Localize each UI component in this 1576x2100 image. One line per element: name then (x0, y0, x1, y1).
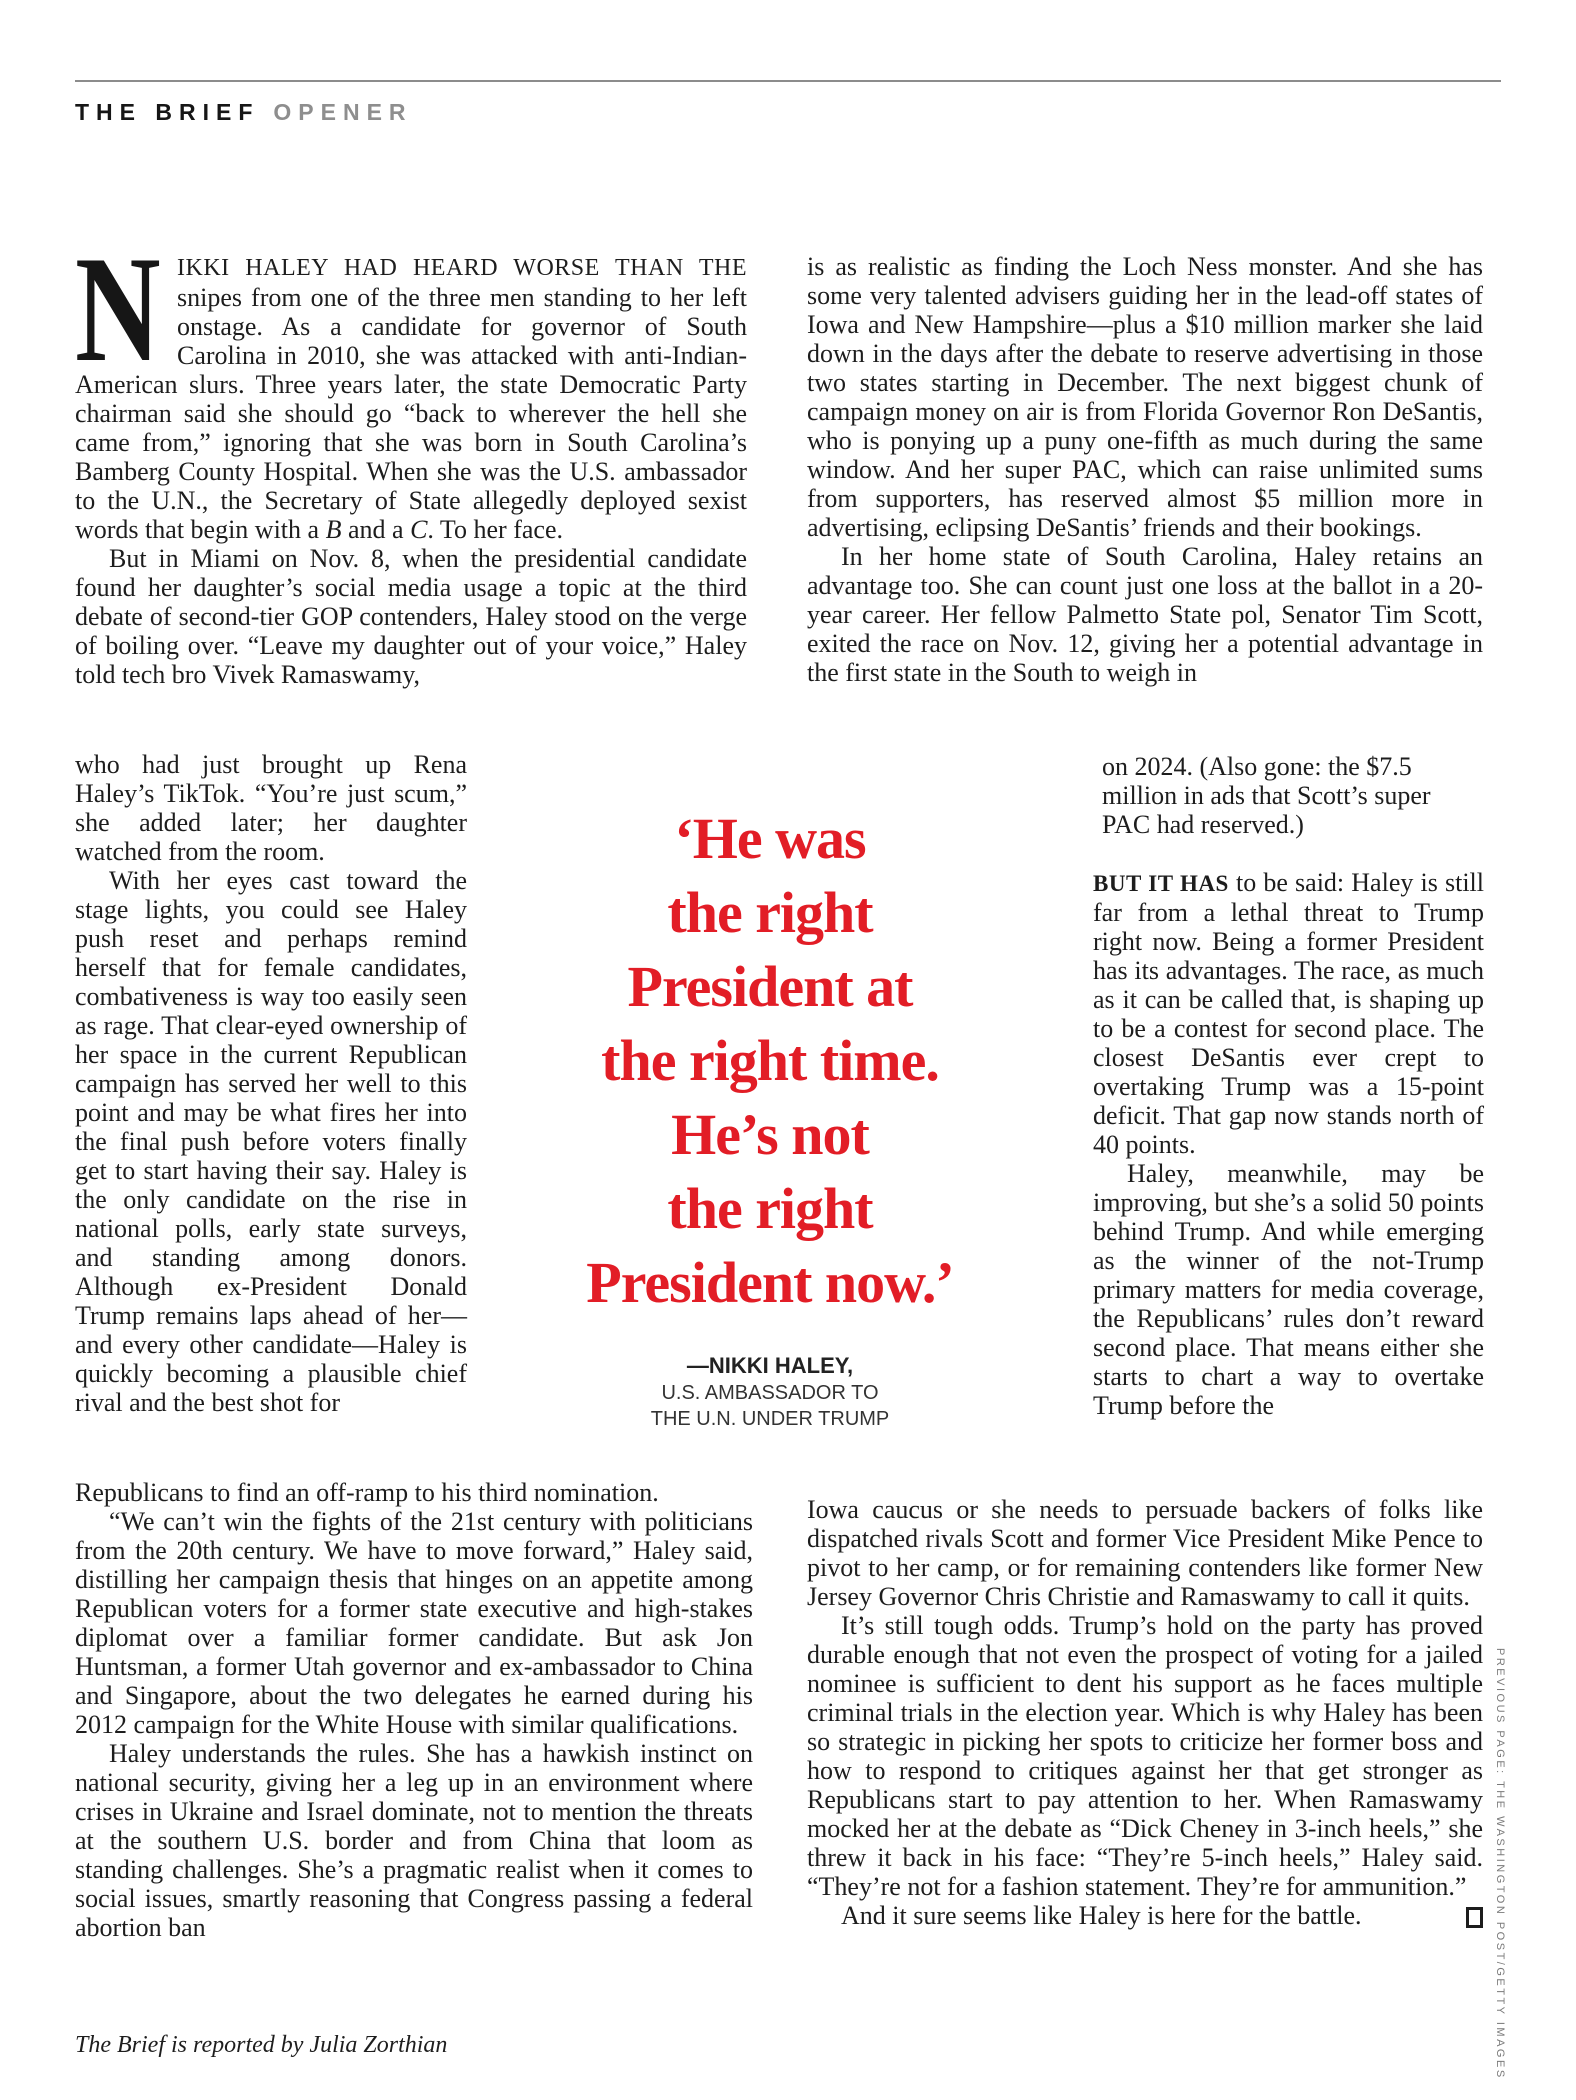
photo-credit-vertical: PREVIOUS PAGE: THE WASHINGTON POST/GETTY IMAGES (1494, 1648, 1506, 2080)
paragraph-10: It’s still tough odds. Trump’s hold on the party has proved durable enough that not even the prospect of voting for a jailed nominee is sufficient to dent his support as he faces multiple criminal trials in the election year. Which is why Haley has been so strategic in picking her spots to criticize her former boss and how to respond to critiques against her that get stronger as Republicans start to pay attention to her. When Ramaswamy mocked her at the debate as “Dick Cheney in 3-inch heels,” she threw it back in his face: “They’re 5-inch heels,” Haley said. “They’re not for a fashion statement. They’re for ammunition.” (807, 1611, 1483, 1901)
paragraph-1-lead: IKKI HALEY HAD HEARD WORSE THAN THE (177, 255, 747, 281)
attribution-role-line-1: U.S. AMBASSADOR TO (661, 1382, 879, 1404)
pull-quote-line: ‘He was (674, 806, 866, 871)
reporter-credit: The Brief is reported by Julia Zorthian (75, 2032, 448, 2058)
attribution-name: —NIKKI HALEY, (686, 1353, 854, 1378)
paragraph-5: Haley understands the rules. She has a hawkish instinct on national security, giving her a leg up in an environment where crises in Ukraine and Israel dominate, not to mention the threats at the southern U.S. border and from China that loom as standing challenges. She’s a pragmatic realist when it comes to social issues, smartly reasoning that Congress passing a federal abortion ban (75, 1739, 753, 1942)
top-rule (75, 80, 1501, 82)
section-kicker (75, 99, 413, 126)
paragraph-9b: Iowa caucus or she needs to persuade backers of folks like dispatched rivals Scott and former Vice President Mike Pence to pivot to her camp, or for remaining contenders like former New Jersey Governor Chris Christie and Ramaswamy to call it quits. (807, 1495, 1483, 1611)
article-right-indent (1102, 752, 1484, 839)
article-right-bottom (807, 1495, 1483, 1930)
paragraph-8-lead: BUT IT HAS (1093, 871, 1229, 896)
pull-quote-attribution (455, 1352, 1085, 1432)
paragraph-2b: who had just brought up Rena Haley’s TikTok. “You’re just scum,” she added later; her daughter watched from the room. (75, 750, 467, 866)
paragraph-3b: Republicans to find an off-ramp to his third nomination. (75, 1478, 659, 1507)
paragraph-7b: on 2024. (Also gone: the $7.5 million in ads that Scott’s super PAC had reserved.) (1102, 752, 1431, 839)
paragraph-4: “We can’t win the fights of the 21st century with politicians from the 20th century. We have to move forward,” Haley said, distilling her campaign thesis that hinges on an appetite among Republican voters for a former state executive and high-stakes diplomat over a familiar former candidate. But ask Jon Huntsman, a former Utah governor and ex-ambassador to China and Singapore, about the two delegates he earned during his 2012 campaign for the White House with similar qualifications. (75, 1507, 753, 1739)
paragraph-8: BUT IT HAS to be said: Haley is still far from a lethal threat to Trump right now. Being a former President has its advantages. The race, as much as it can be called that, is shaping up to be a contest for second place. The closest DeSantis ever crept to overtaking Trump was a 15-point deficit. That gap now stands north of 40 points. (1093, 868, 1485, 1159)
paragraph-1: NIKKI HALEY HAD HEARD WORSE THAN THE snipes from one of the three men standing to her left onstage. As a candidate for governor of South Carolina in 2010, she was attacked with anti-Indian-American slurs. Three years later, the state Democratic Party chairman said she should go “back to wherever the hell she came from,” ignoring that she was born in South Carolina’s Bamberg County Hospital. When she was the U.S. ambassador to the U.N., the Secretary of State allegedly deployed sexist words that begin with a B and a C. To her face. (75, 225, 747, 544)
article-left-bottom (75, 1478, 753, 1942)
paragraph-3a: With her eyes cast toward the stage lights, you could see Haley push reset and perhaps remind herself that for female candidates, combativeness is way too easily seen as rage. That clear-eyed ownership of her space in the current Republican campaign has served her well to this point and may be what fires her into the final push before voters finally get to start having their say. Haley is the only candidate on the rise in national polls, early state surveys, and standing among donors. Although ex-President Donald Trump remains laps ahead of her—and every other candidate—Haley is quickly becoming a plausible chief rival and the best shot for (75, 866, 467, 1417)
attribution-role-line-2: THE U.N. UNDER TRUMP (650, 1408, 890, 1430)
pull-quote (455, 802, 1085, 1320)
paragraph-9a: Haley, meanwhile, may be improving, but she’s a solid 50 points behind Trump. And while emerging as the winner of the not-Trump primary matters for media coverage, the Republicans’ rules don’t reward second place. That means either she starts to chart a way to overtake Trump before the (1093, 1159, 1484, 1420)
paragraph-6: is as realistic as finding the Loch Ness monster. And she has some very talented advisers guiding her in the lead-off states of Iowa and New Hampshire—plus a $10 million marker she laid down in the days after the debate to reserve advertising in those two states starting in December. The next biggest chunk of campaign money on air is from Florida Governor Ron DeSantis, who is ponying up a puny one-fifth as much during the same window. And her super PAC, which can raise unlimited sums from supporters, has reserved almost $5 million more in advertising, eclipsing DeSantis’ friends and their bookings. (807, 252, 1483, 542)
article-left-narrow (75, 750, 467, 1417)
article-right-top (807, 252, 1483, 687)
paragraph-7a: In her home state of South Carolina, Haley retains an advantage too. She can count just one loss at the ballot in a 20-year career. Her fellow Palmetto State pol, Senator Tim Scott, exited the race on Nov. 12, giving her a potential advantage in the first state in the South to weigh in (807, 542, 1483, 687)
end-mark (1466, 1907, 1483, 1928)
pull-quote-line: the right (667, 880, 873, 945)
pull-quote-line: He’s not (671, 1102, 869, 1167)
paragraph-11: And it sure seems like Haley is here for the battle. (807, 1901, 1483, 1930)
paragraph-2a: But in Miami on Nov. 8, when the presidential candidate found her daughter’s social media usage a topic at the third debate of second-tier GOP contenders, Haley stood on the verge of boiling over. “Leave my daughter out of your voice,” Haley told tech bro Vivek Ramaswamy, (75, 544, 747, 689)
section-name: THE BRIEF (75, 99, 260, 125)
pull-quote-line: President at (627, 954, 913, 1019)
pull-quote-line: the right (667, 1176, 873, 1241)
article-right-narrow (1093, 868, 1484, 1420)
pull-quote-line: the right time. (601, 1028, 939, 1093)
drop-cap: N (75, 225, 161, 393)
section-label: OPENER (273, 99, 413, 125)
pull-quote-line: President now.’ (586, 1250, 954, 1315)
article-left-top (75, 225, 747, 689)
